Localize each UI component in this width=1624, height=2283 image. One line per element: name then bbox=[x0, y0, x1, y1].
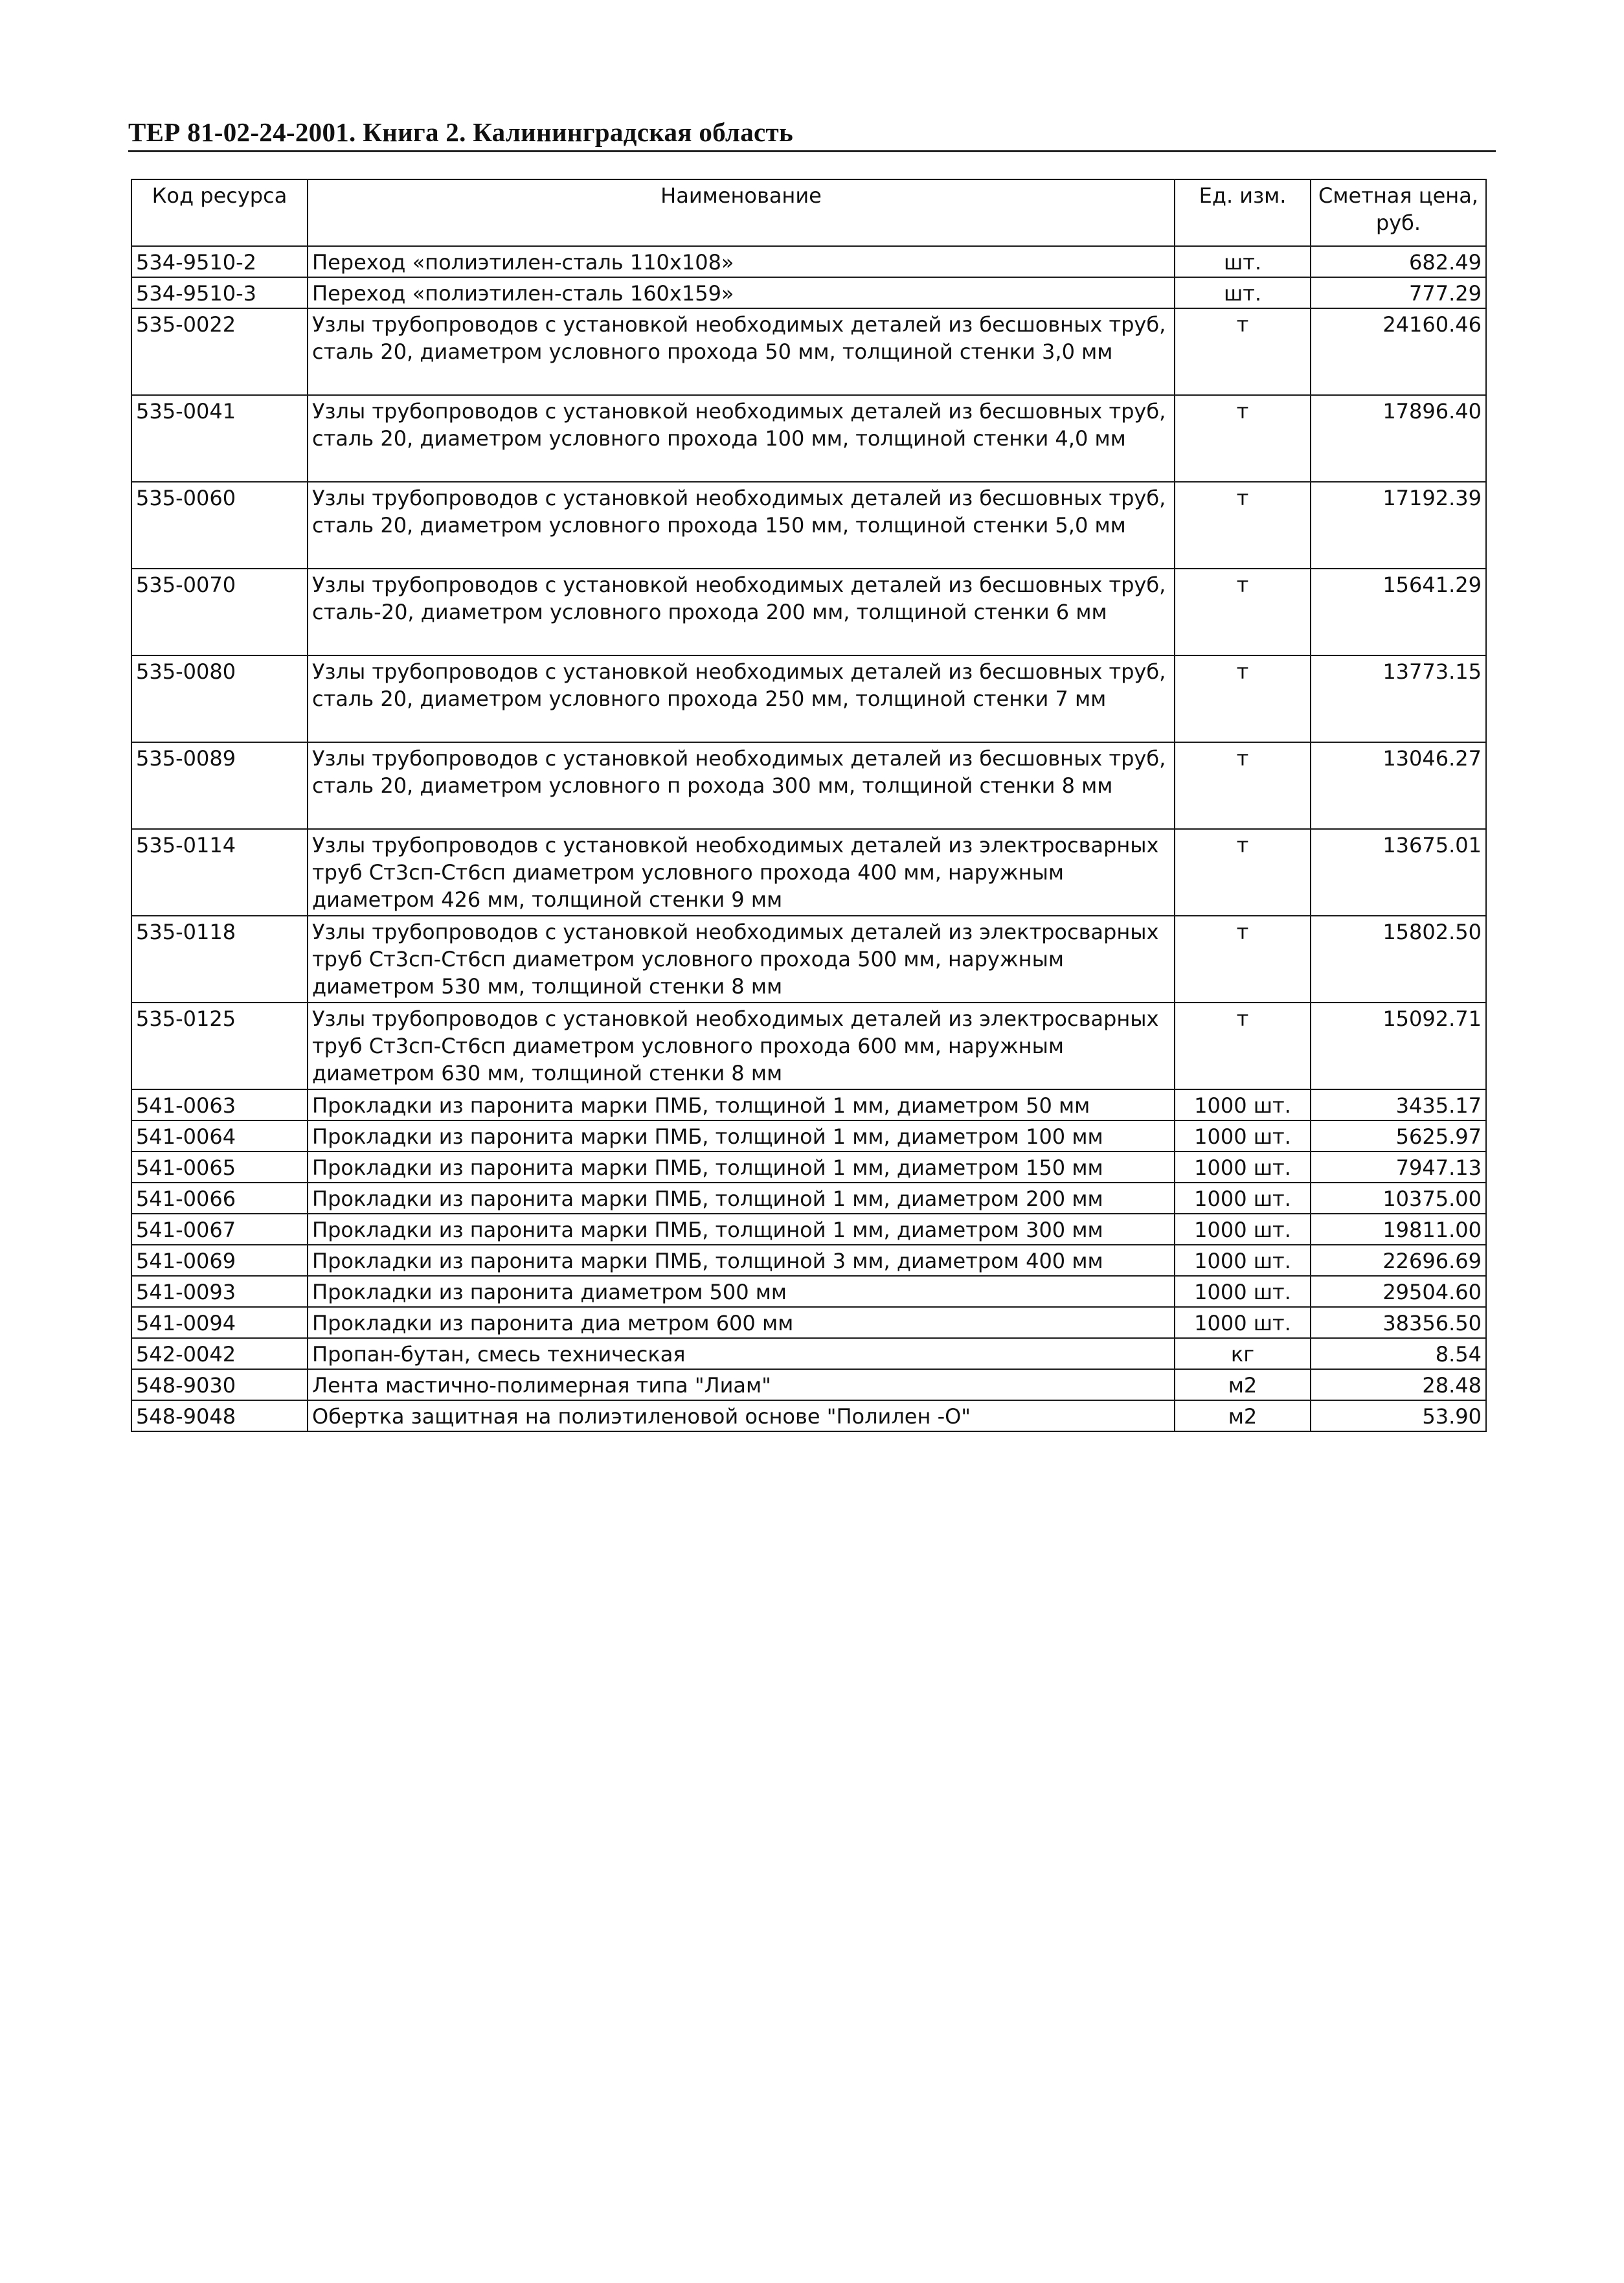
cell-code: 535-0114 bbox=[131, 829, 308, 916]
table-row bbox=[131, 1089, 1486, 1120]
cell-code: 541-0069 bbox=[131, 1245, 308, 1276]
cell-code: 534-9510-3 bbox=[131, 277, 308, 308]
running-header: ТЕР 81-02-24-2001. Книга 2. Калининградская область bbox=[128, 117, 793, 147]
cell-name: Узлы трубопроводов с установкой необходимых деталей из электросварных труб Ст3сп-Ст6сп диаметром условного прохода 600 мм, наружным диаметром 630 мм, толщиной стенки 8 мм bbox=[308, 1003, 1175, 1089]
cell-unit: 1000 шт. bbox=[1175, 1276, 1311, 1307]
cell-code: 541-0066 bbox=[131, 1183, 308, 1214]
cell-code: 542-0042 bbox=[131, 1338, 308, 1369]
table-row bbox=[131, 1245, 1486, 1276]
column-header-name: Наименование bbox=[308, 179, 1175, 246]
cell-price: 682.49 bbox=[1311, 246, 1486, 277]
cell-price: 3435.17 bbox=[1311, 1089, 1486, 1120]
cell-code: 535-0022 bbox=[131, 308, 308, 395]
column-header-price: Сметная цена, руб. bbox=[1311, 179, 1486, 246]
cell-unit: 1000 шт. bbox=[1175, 1089, 1311, 1120]
cell-code: 535-0089 bbox=[131, 742, 308, 829]
table-row bbox=[131, 1276, 1486, 1307]
cell-name: Переход «полиэтилен-сталь 110x108» bbox=[308, 246, 1175, 277]
cell-name: Прокладки из паронита марки ПМБ, толщиной 1 мм, диаметром 300 мм bbox=[308, 1214, 1175, 1245]
cell-code: 541-0063 bbox=[131, 1089, 308, 1120]
cell-unit: кг bbox=[1175, 1338, 1311, 1369]
cell-unit: 1000 шт. bbox=[1175, 1307, 1311, 1338]
cell-name: Прокладки из паронита марки ПМБ, толщиной 1 мм, диаметром 200 мм bbox=[308, 1183, 1175, 1214]
cell-price: 15802.50 bbox=[1311, 916, 1486, 1003]
table-row bbox=[131, 916, 1486, 1003]
table-row bbox=[131, 829, 1486, 916]
cell-code: 541-0067 bbox=[131, 1214, 308, 1245]
cell-unit: 1000 шт. bbox=[1175, 1152, 1311, 1183]
table-row bbox=[131, 246, 1486, 277]
table-row bbox=[131, 277, 1486, 308]
cell-name: Прокладки из паронита марки ПМБ, толщиной 1 мм, диаметром 150 мм bbox=[308, 1152, 1175, 1183]
cell-price: 13046.27 bbox=[1311, 742, 1486, 829]
cell-price: 5625.97 bbox=[1311, 1120, 1486, 1152]
table-row bbox=[131, 569, 1486, 655]
table-row bbox=[131, 1338, 1486, 1369]
table-row bbox=[131, 1183, 1486, 1214]
cell-code: 541-0093 bbox=[131, 1276, 308, 1307]
cell-name: Узлы трубопроводов с установкой необходимых деталей из бесшовных труб, сталь 20, диаметром условного прохода 50 мм, толщиной стенки 3,0 мм bbox=[308, 308, 1175, 395]
column-header-unit: Ед. изм. bbox=[1175, 179, 1311, 246]
cell-price: 15641.29 bbox=[1311, 569, 1486, 655]
cell-price: 13773.15 bbox=[1311, 655, 1486, 742]
cell-code: 541-0064 bbox=[131, 1120, 308, 1152]
table-body bbox=[131, 246, 1486, 1431]
cell-price: 22696.69 bbox=[1311, 1245, 1486, 1276]
cell-unit: т bbox=[1175, 655, 1311, 742]
cell-code: 535-0080 bbox=[131, 655, 308, 742]
cell-name: Узлы трубопроводов с установкой необходимых деталей из бесшовных труб, сталь 20, диаметром условного прохода 100 мм, толщиной стенки 4,0 мм bbox=[308, 395, 1175, 482]
cell-name: Узлы трубопроводов с установкой необходимых деталей из бесшовных труб, сталь-20, диаметром условного прохода 200 мм, толщиной стенки 6 мм bbox=[308, 569, 1175, 655]
price-table bbox=[131, 179, 1487, 1432]
cell-name: Обертка защитная на полиэтиленовой основе "Полилен -О" bbox=[308, 1400, 1175, 1431]
header-rule bbox=[128, 150, 1496, 152]
cell-name: Пропан-бутан, смесь техническая bbox=[308, 1338, 1175, 1369]
cell-code: 535-0125 bbox=[131, 1003, 308, 1089]
table-row bbox=[131, 395, 1486, 482]
cell-price: 38356.50 bbox=[1311, 1307, 1486, 1338]
cell-name: Узлы трубопроводов с установкой необходимых деталей из электросварных труб Ст3сп-Ст6сп диаметром условного прохода 400 мм, наружным диаметром 426 мм, толщиной стенки 9 мм bbox=[308, 829, 1175, 916]
cell-price: 13675.01 bbox=[1311, 829, 1486, 916]
table-row bbox=[131, 1369, 1486, 1400]
column-header-code: Код ресурса bbox=[131, 179, 308, 246]
cell-price: 28.48 bbox=[1311, 1369, 1486, 1400]
cell-price: 19811.00 bbox=[1311, 1214, 1486, 1245]
table-row bbox=[131, 1120, 1486, 1152]
cell-unit: т bbox=[1175, 742, 1311, 829]
cell-code: 535-0041 bbox=[131, 395, 308, 482]
cell-code: 541-0065 bbox=[131, 1152, 308, 1183]
cell-unit: шт. bbox=[1175, 277, 1311, 308]
cell-unit: шт. bbox=[1175, 246, 1311, 277]
cell-code: 548-9048 bbox=[131, 1400, 308, 1431]
table-row bbox=[131, 655, 1486, 742]
cell-name: Прокладки из паронита диаметром 500 мм bbox=[308, 1276, 1175, 1307]
table-row bbox=[131, 1152, 1486, 1183]
cell-unit: м2 bbox=[1175, 1369, 1311, 1400]
cell-price: 17192.39 bbox=[1311, 482, 1486, 569]
cell-name: Прокладки из паронита марки ПМБ, толщиной 3 мм, диаметром 400 мм bbox=[308, 1245, 1175, 1276]
cell-name: Прокладки из паронита марки ПМБ, толщиной 1 мм, диаметром 50 мм bbox=[308, 1089, 1175, 1120]
cell-name: Узлы трубопроводов с установкой необходимых деталей из бесшовных труб, сталь 20, диаметром условного прохода 250 мм, толщиной стенки 7 мм bbox=[308, 655, 1175, 742]
cell-unit: т bbox=[1175, 569, 1311, 655]
cell-price: 777.29 bbox=[1311, 277, 1486, 308]
table-header-row bbox=[131, 179, 1486, 246]
table-row bbox=[131, 1003, 1486, 1089]
table-row bbox=[131, 482, 1486, 569]
cell-price: 53.90 bbox=[1311, 1400, 1486, 1431]
cell-name: Узлы трубопроводов с установкой необходимых деталей из электросварных труб Ст3сп-Ст6сп диаметром условного прохода 500 мм, наружным диаметром 530 мм, толщиной стенки 8 мм bbox=[308, 916, 1175, 1003]
cell-unit: т bbox=[1175, 395, 1311, 482]
cell-code: 535-0070 bbox=[131, 569, 308, 655]
cell-name: Узлы трубопроводов с установкой необходимых деталей из бесшовных труб, сталь 20, диаметром условного п рохода 300 мм, толщиной стенки 8 мм bbox=[308, 742, 1175, 829]
cell-name: Прокладки из паронита марки ПМБ, толщиной 1 мм, диаметром 100 мм bbox=[308, 1120, 1175, 1152]
cell-name: Переход «полиэтилен-сталь 160x159» bbox=[308, 277, 1175, 308]
cell-unit: т bbox=[1175, 1003, 1311, 1089]
cell-price: 29504.60 bbox=[1311, 1276, 1486, 1307]
cell-unit: м2 bbox=[1175, 1400, 1311, 1431]
cell-price: 10375.00 bbox=[1311, 1183, 1486, 1214]
cell-price: 8.54 bbox=[1311, 1338, 1486, 1369]
cell-code: 548-9030 bbox=[131, 1369, 308, 1400]
cell-unit: 1000 шт. bbox=[1175, 1214, 1311, 1245]
cell-name: Прокладки из паронита диа метром 600 мм bbox=[308, 1307, 1175, 1338]
cell-unit: 1000 шт. bbox=[1175, 1120, 1311, 1152]
cell-unit: т bbox=[1175, 308, 1311, 395]
cell-code: 541-0094 bbox=[131, 1307, 308, 1338]
table-row bbox=[131, 308, 1486, 395]
cell-code: 535-0060 bbox=[131, 482, 308, 569]
cell-code: 535-0118 bbox=[131, 916, 308, 1003]
table-row bbox=[131, 1214, 1486, 1245]
table-row bbox=[131, 742, 1486, 829]
cell-price: 7947.13 bbox=[1311, 1152, 1486, 1183]
cell-unit: 1000 шт. bbox=[1175, 1183, 1311, 1214]
cell-unit: т bbox=[1175, 482, 1311, 569]
cell-price: 17896.40 bbox=[1311, 395, 1486, 482]
cell-unit: т bbox=[1175, 829, 1311, 916]
cell-unit: 1000 шт. bbox=[1175, 1245, 1311, 1276]
table-row bbox=[131, 1307, 1486, 1338]
cell-price: 15092.71 bbox=[1311, 1003, 1486, 1089]
cell-unit: т bbox=[1175, 916, 1311, 1003]
cell-name: Лента мастично-полимерная типа "Лиам" bbox=[308, 1369, 1175, 1400]
cell-name: Узлы трубопроводов с установкой необходимых деталей из бесшовных труб, сталь 20, диаметром условного прохода 150 мм, толщиной стенки 5,0 мм bbox=[308, 482, 1175, 569]
cell-code: 534-9510-2 bbox=[131, 246, 308, 277]
table-row bbox=[131, 1400, 1486, 1431]
cell-price: 24160.46 bbox=[1311, 308, 1486, 395]
